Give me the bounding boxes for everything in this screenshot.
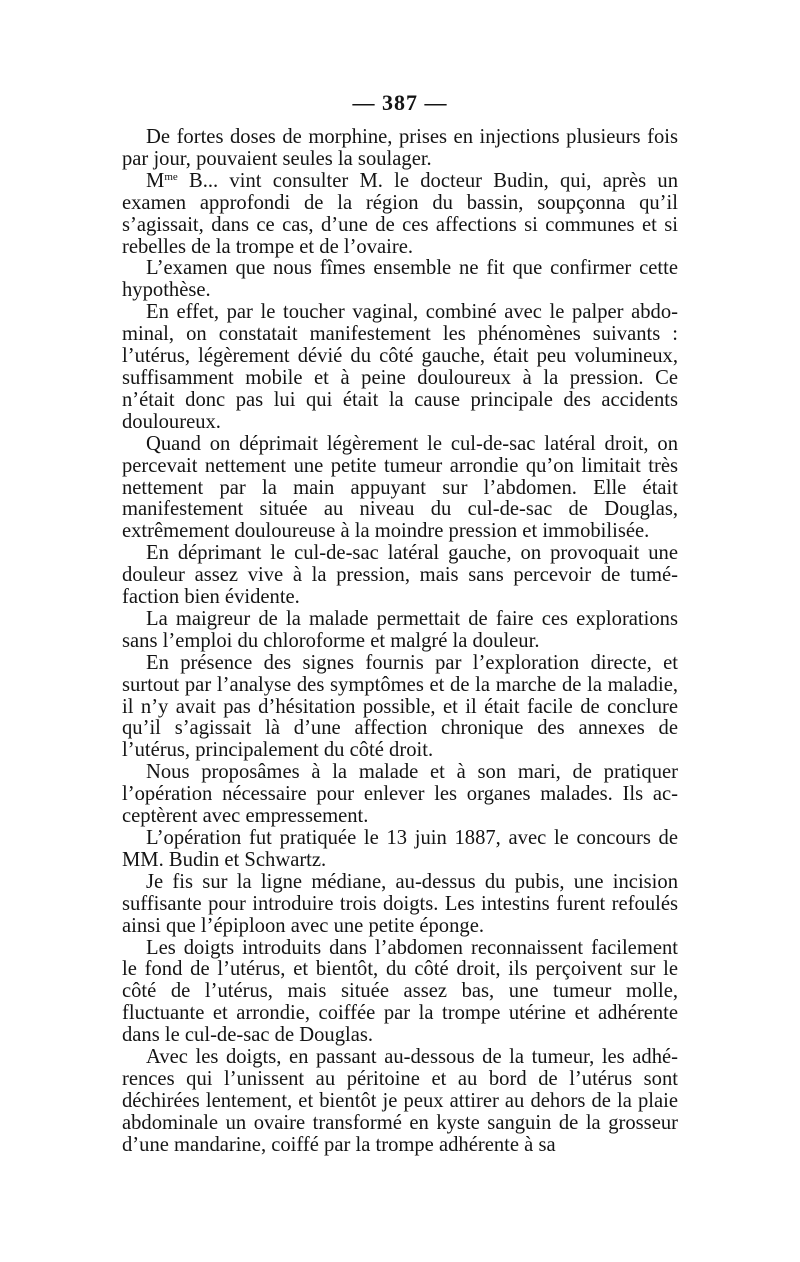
paragraph: Quand on déprimait légèrement le cul-de-sac latéral droit, on percevait nettement une petite tumeur arrondie qu’on limitait très nettement par la main appuyant sur l’abdomen. Elle était manifestement située au niveau du cul-de-sac de Douglas, extrêmement douloureuse à la moindre pression et immobilisée. [122, 432, 678, 543]
paragraph: Les doigts introduits dans l’abdomen reconnaissent facilement le fond de l’utérus, et bientôt, du côté droit, ils perçoivent sur le côté de l’utérus, mais située assez bas, une tumeur molle, fluctuante et arrondie, coiffée par la trompe utérine et adhérente dans le cul-de-sac de Douglas. [122, 936, 678, 1047]
paragraph: Je fis sur la ligne médiane, au-dessus du pubis, une incision suffisante pour introduire trois doigts. Les intestins furent refoulés ainsi que l’épiploon avec une petite éponge. [122, 870, 678, 937]
paragraph: En déprimant le cul-de-sac latéral gauche, on provoquait une douleur assez vive à la pression, mais sans percevoir de tuméfaction bien évidente. [122, 542, 678, 609]
paragraph: La maigreur de la malade permettait de faire ces explorations sans l’emploi du chloroforme et malgré la douleur. [122, 607, 678, 652]
paragraph: Avec les doigts, en passant au-dessous de la tumeur, les adhérences qui l’unissent au péritoine et au bord de l’utérus sont déchirées lentement, et bientôt je peux attirer au dehors de la plaie abdominale un ovaire transformé en kyste sanguin de la grosseur d’une mandarine, coiffé par la trompe adhérente à sa [122, 1046, 678, 1156]
paragraph: L’opération fut pratiquée le 13 juin 1887, avec le concours de MM. Budin et Schwartz. [122, 827, 678, 871]
paragraph: En effet, par le toucher vaginal, combiné avec le palper abdominal, on constatait manifestement les phénomènes suivants : l’utérus, légèrement dévié du côté gauche, était peu volumineux, suffisamment mobile et à peine douloureux à la pression. Ce n’était donc pas lui qui était la cause principale des accidents douloureux. [122, 301, 678, 433]
paragraph: De fortes doses de morphine, prises en injections plusieurs fois par jour, pouvaient seules la soulager. [122, 126, 678, 170]
page-number: — 387 — [352, 90, 448, 115]
paragraph-text: B... vint consulter M. le docteur Budin, qui, après un examen approfondi de la région du bassin, soupçonna qu’il s’agissait, dans ce cas, d’une de ces affections si communes et si rebelles de la trompe et de l’ovaire. [122, 169, 678, 258]
title-abbreviation: M [146, 169, 165, 192]
paragraph: En présence des signes fournis par l’exploration directe, et surtout par l’analyse des symptômes et de la marche de la maladie, il n’y avait pas d’hésitation possible, et il était facile de conclure qu’il s’agissait là d’une affection chronique des annexes de l’utérus, principalement du côté droit. [122, 651, 678, 762]
paragraph: L’examen que nous fîmes ensemble ne fit que confirmer cette hypothèse. [122, 257, 678, 302]
paragraph: Nous proposâmes à la malade et à son mari, de pratiquer l’opération nécessaire pour enlever les organes malades. Ils acceptèrent avec empressement. [122, 761, 678, 828]
title-abbreviation-superscript: me [164, 170, 178, 183]
body-text [122, 127, 678, 1157]
paragraph [122, 171, 678, 259]
